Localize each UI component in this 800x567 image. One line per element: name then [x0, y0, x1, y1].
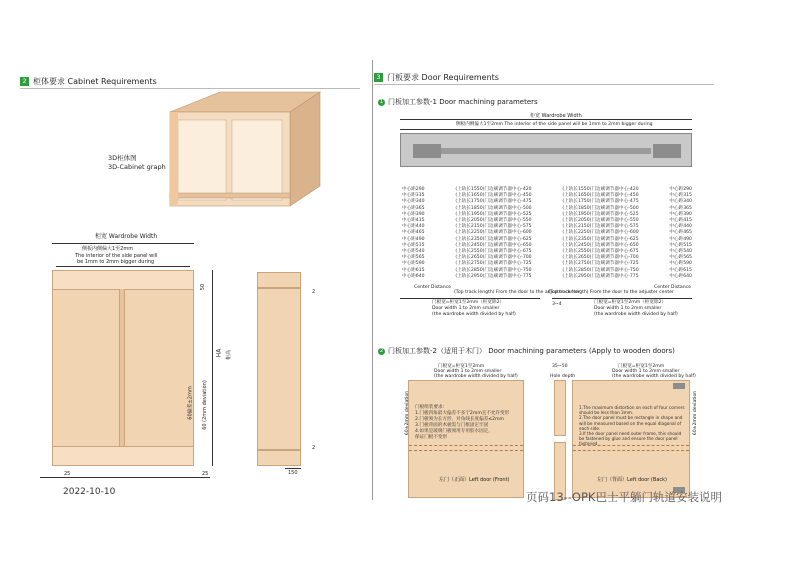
graph-label-en: 3D-Cabinet graph — [108, 163, 166, 171]
sub2-number: 2 — [379, 347, 384, 354]
door-width-cn-r: 门板宽=柜宽1至2mm（柜宽除2） — [594, 300, 667, 305]
notes-cn-line: 保证门板不变形 — [415, 435, 448, 440]
center-distance-cell: 中心距290 — [402, 187, 425, 192]
wardrobe-width-label-r: 柜宽 Wardrobe Width — [530, 113, 582, 119]
center-distance-cell: 中心距640 — [669, 273, 692, 279]
center-distance-cell: 中心距540 — [402, 249, 425, 255]
notes-cn-line: 4.如果是玻璃门板须用专用胶水固定， — [415, 429, 493, 434]
door-split-line-back — [573, 445, 689, 451]
side-top-rail — [258, 287, 300, 289]
notes-cn-line: 2.门板须为长方形，对角线长度偏差≤2mm — [415, 417, 505, 422]
left-door-front — [408, 380, 524, 498]
side-bottom-rail — [258, 449, 300, 451]
door2-width-cn-r: 门板宽=柜宽1至2mm — [618, 364, 665, 369]
dim-25-right: 25 — [202, 471, 209, 477]
hole-depth-label: Hole depth — [550, 374, 576, 379]
center-distance-cell: (上轨长1950)门边刷调节器中心-525 — [455, 211, 532, 217]
3d-cabinet-graph — [160, 90, 330, 210]
side-dim-2-bottom: 2 — [312, 445, 316, 451]
notes-en — [579, 405, 685, 447]
center-distance-cell: 中心距590 — [669, 261, 692, 267]
door-width-dim-left — [400, 298, 540, 299]
track-right-end — [653, 144, 681, 158]
center-distance-cell: 中心距340 — [402, 199, 425, 205]
left-section-title: 柜体要求 Cabinet Requirements — [33, 77, 157, 86]
center-distance-cell: 中心距315 — [669, 193, 692, 199]
notes-en-line: 3.If the door panel need outer frame, this should be fastened by glue and ensure the door panel fastened. — [579, 431, 682, 447]
sub1-title-text: 门板加工参数-1 Door machining parameters — [388, 98, 538, 106]
cabinet-middle-divider — [119, 289, 125, 447]
deviation-cn: 60偏差±2mm — [187, 386, 194, 420]
notes-cn-title: 门板组装要求: — [415, 405, 445, 410]
center-distance-label: Center Distance — [414, 285, 452, 290]
center-distance-cell: 中心距315 — [402, 193, 425, 199]
door-width-en2-l: (the wardrobe width divided by half) — [432, 312, 516, 317]
side-depth-dim — [285, 468, 301, 469]
center-distance-cell: 中心距565 — [669, 255, 692, 261]
center-distance-cell: (上轨长2250)门边刷调节器中心-600 — [455, 230, 532, 236]
graph-label-cn: 3D柜体图 — [108, 154, 137, 162]
left-door-back — [572, 380, 690, 498]
page-spread-divider — [372, 60, 373, 500]
center-distance-cell: (上轨长2750)门边刷调节器中心-725 — [562, 261, 639, 267]
center-distance-cell: 中心距390 — [669, 211, 692, 217]
center-distance-row — [402, 274, 692, 280]
door2-width-en1-r: Door width 1 to 2mm smaller — [612, 369, 680, 374]
center-distance-cell: 中心距465 — [669, 230, 692, 236]
center-distance-cell: (上轨长1550)门边刷调节器中心-420 — [455, 187, 532, 192]
wardrobe-width-dim-r — [400, 119, 692, 120]
hinge-bracket-top — [673, 383, 685, 389]
inner-width-dim-r — [400, 129, 692, 130]
center-distance-cell: 中心距390 — [402, 211, 425, 217]
sub1-title — [378, 97, 538, 107]
page-footer: 页码13--OPK巴士平躺门轨道安装说明 — [526, 490, 722, 504]
height-dim-line — [212, 270, 213, 466]
dim-50: 50 — [200, 283, 207, 291]
door2-width-en2-r: (the wardrobe width divided by half) — [612, 374, 696, 379]
door-width-cn-l: 门板宽=柜宽1至2mm（柜宽除2） — [432, 300, 505, 305]
center-distance-cell: (上轨长2650)门边刷调节器中心-700 — [562, 255, 639, 261]
cabinet-front — [52, 270, 194, 466]
door2-width-en2-l: (the wardrobe width divided by half) — [434, 374, 518, 379]
wardrobe-width-label: 柜宽 Wardrobe Width — [95, 233, 158, 240]
center-distance-cell: (上轨长2150)门边刷调节器中心-575 — [455, 224, 532, 230]
left-section-header — [20, 76, 157, 87]
center-distance-table — [402, 187, 692, 280]
dim-3-4: 3~4 — [552, 302, 562, 307]
door2-width-cn-l: 门板宽=柜宽1至2mm — [438, 364, 485, 369]
right-section-title: 门板要求 Door Requirements — [387, 73, 499, 82]
center-distance-cell: 中心距615 — [669, 267, 692, 273]
center-distance-cell: 中心距590 — [402, 261, 425, 267]
center-distance-cell: 中心距440 — [402, 224, 425, 230]
center-distance-cell: (上轨长2150)门边刷调节器中心-575 — [562, 224, 639, 230]
inner-width-dim — [56, 266, 190, 267]
dev-note-l: 60±2mm deviation — [405, 390, 411, 436]
cabinet-side — [257, 272, 301, 466]
left-page — [0, 0, 370, 567]
center-distance-cell: (上轨长2750)门边刷调节器中心-725 — [455, 261, 532, 267]
notes-cn-line: 3.门板背面的木板需与门框固定牢固 — [415, 423, 489, 428]
door-width-en1-r: Door width 1 to 2mm smaller — [594, 306, 662, 311]
center-distance-cell: (上轨长1650)门边刷调节器中心-450 — [562, 193, 639, 199]
center-distance-cell: 中心距465 — [402, 230, 425, 236]
center-distance-cell: 中心距615 — [402, 267, 425, 273]
hole-section-top — [554, 380, 566, 436]
door-split-line — [409, 445, 523, 451]
deviation-en: 60 (2mm deviation) — [201, 380, 208, 430]
center-distance-cell: 中心距365 — [402, 205, 425, 211]
center-distance-cell: (上轨长2950)门边刷调节器中心-775 — [562, 273, 639, 279]
center-distance-cell: (上轨长1650)门边刷调节器中心-450 — [455, 193, 532, 199]
center-distance-cell: 中心距540 — [669, 249, 692, 255]
door-width-dim-right — [552, 298, 692, 299]
center-distance-cell: (上轨长2450)门边刷调节器中心-650 — [455, 242, 532, 248]
wardrobe-width-dim — [52, 243, 194, 244]
notes-cn — [415, 405, 509, 441]
left-header-rule — [20, 88, 360, 89]
cabinet-top-rail — [53, 271, 193, 290]
center-distance-cell: 中心距415 — [402, 218, 425, 224]
sub1-number: 1 — [379, 98, 384, 105]
door-width-en2-r: (the wardrobe width divided by half) — [594, 312, 678, 317]
left-door-front-label: 左门（正面）Left door (Front) — [439, 477, 510, 483]
center-distance-cell: (上轨长2550)门边刷调节器中心-675 — [562, 249, 639, 255]
center-distance-cell: (上轨长1750)门边刷调节器中心-475 — [455, 199, 532, 205]
center-distance-cell: (上轨长2550)门边刷调节器中心-675 — [455, 249, 532, 255]
right-section-header — [374, 72, 499, 83]
dim-ha: HA — [215, 348, 223, 358]
dim-25-left: 25 — [64, 471, 71, 477]
side-note-en1: The interior of the side panel will — [75, 253, 158, 259]
left-door-back-label: 左门（背面）Left door (Back) — [597, 477, 667, 483]
center-distance-cell: 中心距490 — [669, 236, 692, 242]
center-distance-cell: (上轨长2350)门边刷调节器中心-625 — [562, 236, 639, 242]
inner-note-r: 侧板内侧偏大1至2mm The interior of the side panel will be 1mm to 2mm bigger during — [456, 122, 653, 127]
side-note-en2: be 1mm to 2mm bigger during — [77, 259, 155, 265]
height-label-cn: 柜高 — [226, 349, 233, 361]
center-distance-cell: (上轨长2950)门边刷调节器中心-775 — [455, 273, 532, 279]
door2-width-en1-l: Door width 1 to 2mm smaller — [434, 369, 502, 374]
center-distance-cell: 中心距515 — [669, 242, 692, 248]
right-header-rule — [374, 84, 714, 85]
notes-en-line: 2.The door panel must be rectangle in shape and will be measured based on the equal diagonal of each side. — [579, 415, 683, 431]
bottom-dim-line — [40, 477, 210, 478]
notes-en-line: 1.The maximum distortion on each of four corners should be less than 3mm. — [579, 405, 685, 416]
center-distance-cell: (上轨长2050)门边刷调节器中心-550 — [562, 218, 639, 224]
center-distance-cell: (上轨长2350)门边刷调节器中心-625 — [455, 236, 532, 242]
center-distance-cell: (上轨长2850)门边刷调节器中心-750 — [562, 267, 639, 273]
center-distance-cell: (上轨长2850)门边刷调节器中心-750 — [455, 267, 532, 273]
track-rail — [441, 148, 651, 154]
center-distance-label-r: Center Distance — [654, 285, 692, 290]
center-distance-cell: (上轨长2450)门边刷调节器中心-650 — [562, 242, 639, 248]
center-distance-cell: (上轨长1550)门边刷调节器中心-420 — [562, 187, 639, 192]
section-number-badge-3: 3 — [374, 73, 383, 82]
center-distance-cell: (上轨长1850)门边刷调节器中心-500 — [455, 205, 532, 211]
center-distance-cell: (上轨长1850)门边刷调节器中心-500 — [562, 205, 639, 211]
center-distance-cell: 中心距490 — [402, 236, 425, 242]
center-distance-cell: 中心距365 — [669, 205, 692, 211]
top-track — [400, 133, 692, 167]
center-distance-cell: 中心距290 — [669, 187, 692, 192]
sub2-title-text: 门板加工参数-2（适用于木门） Door machining parameters (Apply to wooden doors) — [388, 347, 675, 355]
center-distance-cell: (上轨长2250)门边刷调节器中心-600 — [562, 230, 639, 236]
center-distance-cell: (上轨长1950)门边刷调节器中心-525 — [562, 211, 639, 217]
section-number-badge: 2 — [20, 77, 29, 86]
side-dim-2-top: 2 — [312, 289, 316, 295]
hole-depth-value: 35~50 — [552, 364, 568, 369]
cabinet-bottom-rail — [53, 446, 193, 465]
dev-note-r: 60±2mm deviation — [693, 390, 699, 436]
top-track-note: (Top track length) From the door to the adjuster center — [454, 290, 580, 295]
center-distance-cell: (上轨长2050)门边刷调节器中心-550 — [455, 218, 532, 224]
top-track-note-r: (Top track length) From the door to the adjuster center — [548, 290, 674, 295]
side-note-cn: 侧板内侧偏大1至2mm — [82, 246, 134, 252]
sub2-title — [378, 346, 675, 356]
door-width-en1-l: Door width 1 to 2mm smaller — [432, 306, 500, 311]
center-distance-cell: (上轨长2650)门边刷调节器中心-700 — [455, 255, 532, 261]
notes-cn-line: 1.门板四角最大偏差不多于2mm且不允许变形 — [415, 411, 510, 416]
side-dim-150: 150 — [288, 470, 298, 476]
center-distance-cell: 中心距565 — [402, 255, 425, 261]
center-distance-cell: 中心距440 — [669, 224, 692, 230]
center-distance-cell: 中心距415 — [669, 218, 692, 224]
date-label: 2022-10-10 — [63, 487, 116, 497]
center-distance-cell: (上轨长1750)门边刷调节器中心-475 — [562, 199, 639, 205]
center-distance-cell: 中心距640 — [402, 273, 425, 279]
center-distance-cell: 中心距340 — [669, 199, 692, 205]
right-page — [374, 0, 800, 567]
track-left-end — [413, 144, 441, 158]
center-distance-cell: 中心距515 — [402, 242, 425, 248]
